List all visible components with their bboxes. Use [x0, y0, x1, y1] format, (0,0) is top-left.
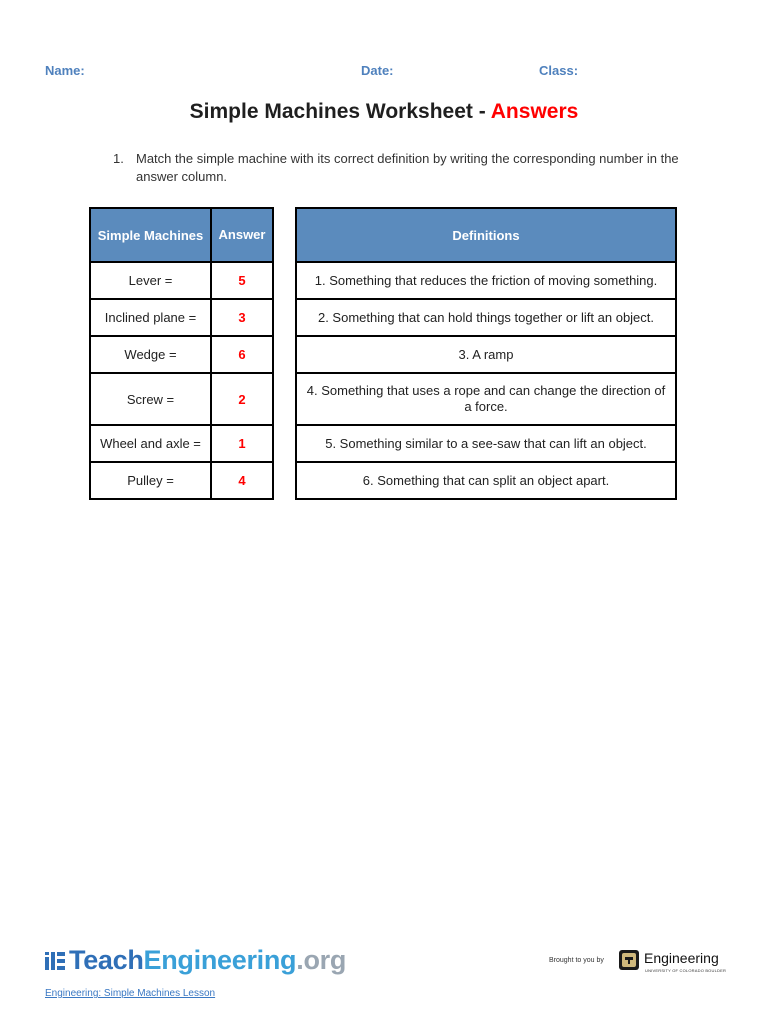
definition-cell: 3. A ramp	[296, 336, 676, 373]
teachengineering-logo-icon	[45, 952, 65, 970]
instruction-text: Match the simple machine with its correct definition by writing the corresponding number in the answer column.	[136, 151, 679, 184]
answer-cell: 3	[211, 299, 273, 336]
class-label: Class:	[539, 63, 579, 78]
machine-cell: Inclined plane =	[90, 299, 211, 336]
instruction	[113, 150, 693, 186]
cu-subtitle-text: UNIVERSITY OF COLORADO BOULDER	[645, 968, 727, 973]
table-row	[90, 262, 273, 299]
logo-engineering-text: Engineering	[143, 945, 297, 975]
date-label: Date:	[361, 63, 394, 78]
machine-cell: Wedge =	[90, 336, 211, 373]
definition-cell: 2. Something that can hold things together or lift an object.	[296, 299, 676, 336]
answer-cell: 4	[211, 462, 273, 499]
machine-cell: Wheel and axle =	[90, 425, 211, 462]
table-header-row	[296, 208, 676, 262]
table-row	[90, 425, 273, 462]
table-row	[296, 373, 676, 425]
brought-to-you-by: Brought to you by	[549, 957, 604, 964]
machine-cell: Pulley =	[90, 462, 211, 499]
answer-cell: 5	[211, 262, 273, 299]
table-row	[90, 299, 273, 336]
table-header-row	[90, 208, 273, 262]
table-row	[90, 336, 273, 373]
definition-cell: 5. Something similar to a see-saw that can lift an object.	[296, 425, 676, 462]
machine-cell: Screw =	[90, 373, 211, 425]
table-row	[90, 462, 273, 499]
definition-cell: 6. Something that can split an object apart.	[296, 462, 676, 499]
definitions-table	[295, 207, 677, 500]
answer-cell: 2	[211, 373, 273, 425]
table-row	[296, 262, 676, 299]
table-row	[296, 462, 676, 499]
header-simple-machines: Simple Machines	[90, 208, 211, 262]
name-label: Name:	[45, 63, 85, 78]
header-answer: Answer	[211, 208, 273, 262]
logo-teach-text: Teach	[69, 945, 144, 975]
table-row	[90, 373, 273, 425]
answer-cell: 1	[211, 425, 273, 462]
machine-cell: Lever =	[90, 262, 211, 299]
table-row	[296, 299, 676, 336]
header-definitions: Definitions	[296, 208, 676, 262]
page-title	[0, 100, 768, 124]
instruction-number: 1.	[113, 151, 124, 166]
lesson-link[interactable]: Engineering: Simple Machines Lesson	[45, 988, 216, 999]
machines-table	[89, 207, 274, 500]
title-main: Simple Machines Worksheet -	[189, 100, 491, 123]
answer-cell: 6	[211, 336, 273, 373]
table-row	[296, 425, 676, 462]
cu-engineering-text: Engineering	[644, 950, 719, 966]
title-answers: Answers	[490, 100, 579, 123]
table-row	[296, 336, 676, 373]
logo-org-text: .org	[296, 945, 347, 975]
definition-cell: 4. Something that uses a rope and can change the direction of a force.	[296, 373, 676, 425]
teachengineering-logo	[45, 945, 346, 976]
definition-cell: 1. Something that reduces the friction of moving something.	[296, 262, 676, 299]
cu-buffalo-icon	[618, 948, 640, 972]
